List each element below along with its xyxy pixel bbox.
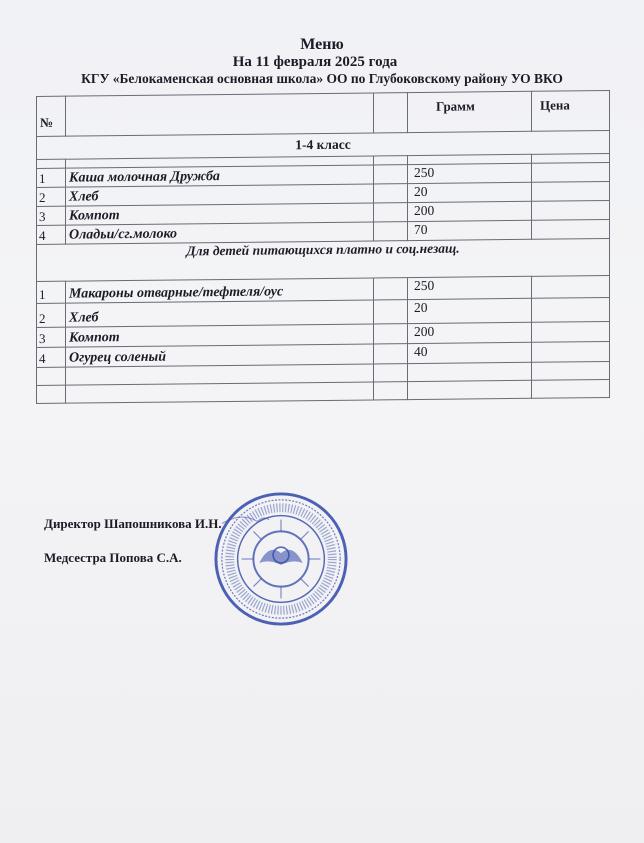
dish-name: Каша молочная Дружба: [66, 165, 374, 187]
row-number: 2: [37, 187, 66, 206]
dish-gram: 70: [408, 220, 532, 240]
dish-name: Компот: [66, 324, 374, 347]
official-seal-stamp: [212, 490, 350, 628]
row-number: 4: [37, 225, 66, 244]
dish-name: Хлеб: [66, 300, 374, 327]
empty-cell: [374, 324, 408, 344]
column-header-gram: Грамм: [408, 91, 532, 132]
empty-cell: [374, 344, 408, 364]
empty-cell: [408, 362, 532, 381]
organization-name: КГУ «Белокаменская основная школа» ОО по Глубоковскому району УО ВКО: [81, 71, 563, 86]
column-header-name: [66, 93, 374, 136]
dish-gram: 250: [408, 276, 532, 299]
empty-cell: [374, 203, 408, 222]
table-header-row: [37, 90, 610, 136]
empty-cell: [374, 382, 408, 400]
section-title-paid-and-socially-unprotected: Для детей питающихся платно и соц.незащ.: [37, 238, 610, 281]
section-title-grades-1-4: 1-4 класс: [37, 130, 610, 159]
dish-price: [532, 341, 610, 362]
column-header-price: Цена: [532, 90, 610, 131]
dish-gram: 250: [408, 163, 532, 183]
empty-cell: [374, 93, 408, 133]
menu-table: [36, 90, 610, 404]
column-header-number: №: [37, 96, 66, 136]
page-title: Меню: [300, 36, 344, 53]
menu-date: На 11 февраля 2025 года: [232, 54, 398, 70]
row-number: 4: [37, 347, 66, 367]
dish-gram: 20: [408, 298, 532, 323]
empty-cell: [532, 379, 610, 398]
empty-cell: [374, 300, 408, 324]
row-number: 3: [37, 206, 66, 225]
dish-gram: 200: [408, 201, 532, 221]
dish-name: Компот: [66, 203, 374, 225]
empty-cell: [66, 382, 374, 403]
dish-price: [532, 321, 610, 342]
empty-cell: [374, 184, 408, 203]
empty-cell: [374, 165, 408, 184]
dish-gram: 200: [408, 322, 532, 343]
empty-cell: [374, 364, 408, 382]
dish-price: [532, 219, 610, 239]
empty-cell: [374, 222, 408, 241]
empty-cell: [532, 361, 610, 380]
nurse-signature-line: Медсестра Попова С.А.: [44, 550, 182, 565]
row-number: 1: [37, 168, 66, 187]
empty-cell: [37, 385, 66, 403]
row-number: 2: [37, 303, 66, 327]
empty-cell: [374, 156, 408, 165]
dish-name: Оладьи/сг.молоко: [66, 222, 374, 244]
dish-gram: 40: [408, 342, 532, 363]
row-number: 3: [37, 327, 66, 347]
dish-price: [532, 297, 610, 322]
dish-name: Макароны отварные/тефтеля/оус: [66, 278, 374, 303]
empty-cell: [37, 159, 66, 168]
empty-cell: [374, 278, 408, 300]
dish-name: Огурец соленый: [66, 344, 374, 367]
row-number: 1: [37, 281, 66, 303]
dish-name: Хлеб: [66, 184, 374, 206]
section-header-row: [37, 238, 610, 281]
dish-gram: 20: [408, 182, 532, 202]
empty-cell: [408, 380, 532, 399]
dish-price: [532, 200, 610, 220]
dish-price: [532, 181, 610, 201]
dish-price: [532, 275, 610, 298]
director-signature-line: Директор Шапошникова И.Н.: [44, 516, 222, 531]
dish-price: [532, 162, 610, 182]
empty-cell: [37, 367, 66, 385]
